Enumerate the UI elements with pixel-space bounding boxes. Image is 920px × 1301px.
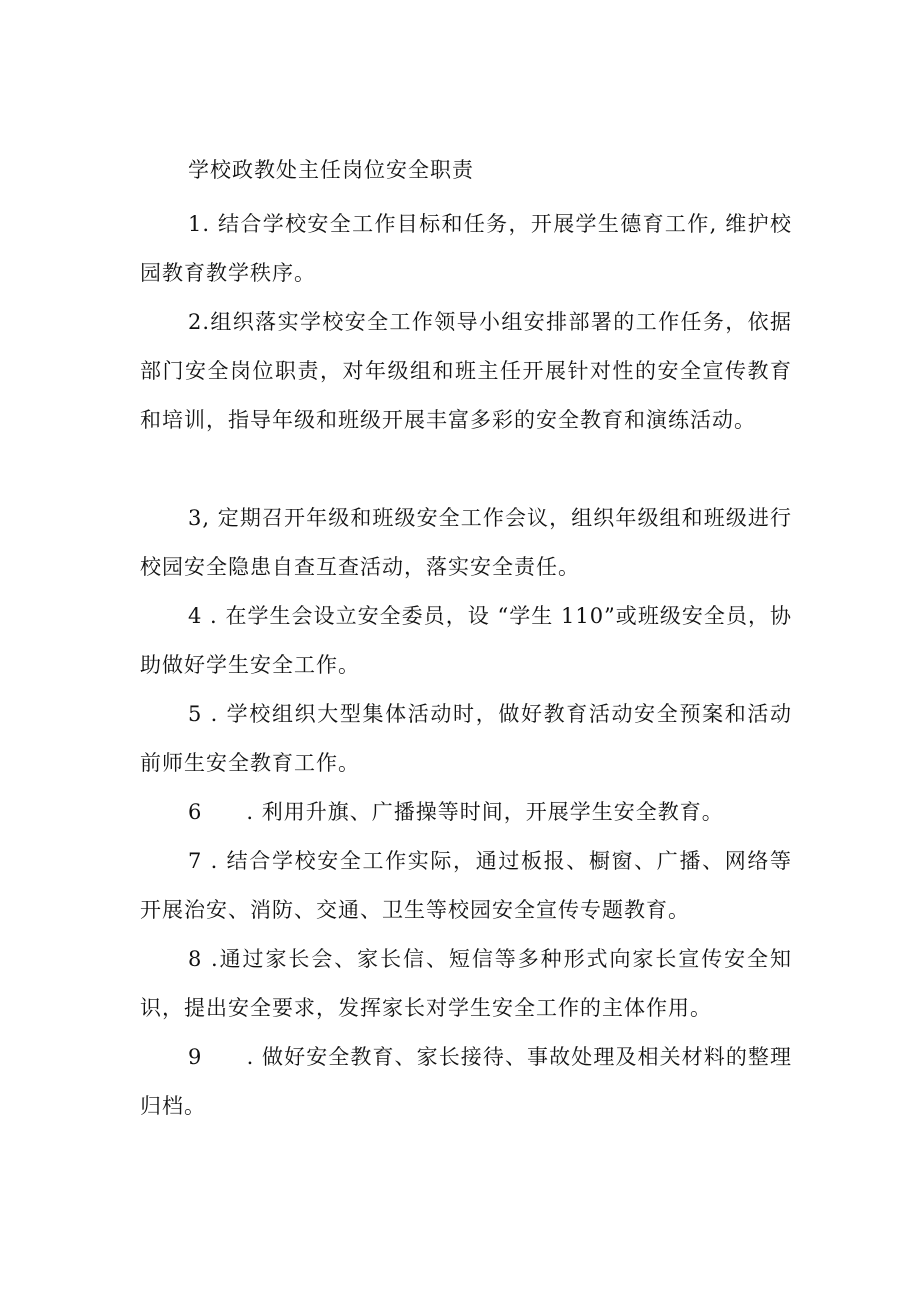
duty-item-8: 8 .通过家长会、家长信、短信等多种形式向家长宣传安全知识，提出安全要求，发挥家长对学生安全工作的主体作用。 [140, 947, 792, 1020]
duty-item-5: 5 . 学校组织大型集体活动时，做好教育活动安全预案和活动前师生安全教育工作。 [140, 702, 792, 775]
duty-item-6: 6 . 利用升旗、广播操等时间，开展学生安全教育。 [188, 800, 724, 824]
duty-item-9: 9 . 做好安全教育、家长接待、事故处理及相关材料的整理归档。 [140, 1045, 792, 1118]
duty-item-2: 2.组织落实学校安全工作领导小组安排部署的工作任务，依据部门安全岗位职责，对年级组和班主任开展针对性的安全宣传教育和培训，指导年级和班级开展丰富多彩的安全教育和演练活动。 [140, 310, 792, 432]
duty-item-3: 3, 定期召开年级和班级安全工作会议，组织年级组和班级进行校园安全隐患自查互查活动，落实安全责任。 [140, 506, 792, 579]
duty-item-4: 4 . 在学生会设立安全委员，设 “学生 110”或班级安全员，协助做好学生安全工作。 [140, 604, 792, 677]
duty-item-1: 1. 结合学校安全工作目标和任务，开展学生德育工作, 维护校园教育教学秩序。 [140, 212, 792, 285]
duty-item-7: 7 . 结合学校安全工作实际，通过板报、橱窗、广播、网络等开展治安、消防、交通、卫生等校园安全宣传专题教育。 [140, 849, 792, 922]
document-title: 学校政教处主任岗位安全职责 [188, 158, 474, 182]
